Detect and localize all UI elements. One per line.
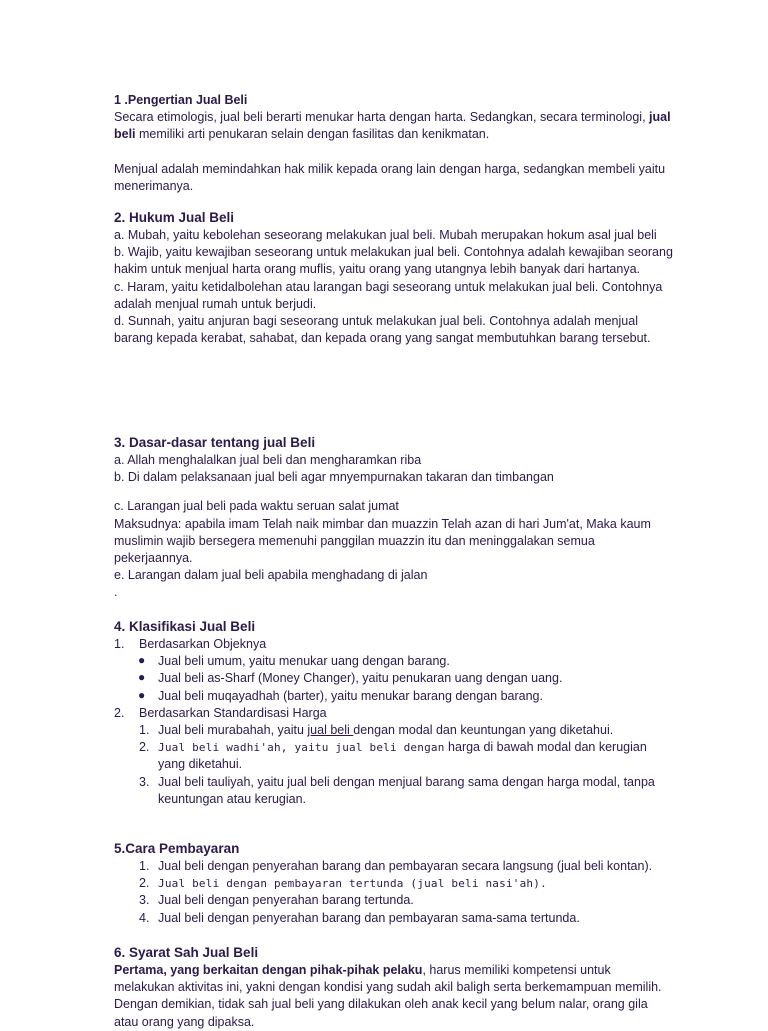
- list-item: [114, 705, 674, 722]
- dasar-item: b. Di dalam pelaksanaan jual beli agar mnyempurnakan takaran dan timbangan: [114, 470, 554, 485]
- sub-list-item: [114, 774, 674, 808]
- pembayaran-item: [114, 858, 674, 875]
- pembayaran-item: [114, 875, 674, 892]
- sub-number: 1.: [139, 859, 150, 873]
- mono-text: Jual beli wadhi'ah, yaitu jual beli dengan: [158, 741, 445, 755]
- list-number: 2.: [114, 705, 125, 720]
- list-text: Berdasarkan Objeknya: [139, 637, 267, 651]
- hukum-item: a. Mubah, yaitu kebolehan seseorang melakukan jual beli. Mubah merupakan hokum asal jual beli: [114, 228, 657, 242]
- hukum-item: c. Haram, yaitu ketidalbolehan atau larangan bagi seseorang untuk melakukan jual beli. Contohnya adalah menjual rumah untuk berjudi.: [114, 279, 663, 311]
- underlined-text: jual beli: [307, 723, 354, 738]
- bullet-text: Jual beli muqayadhah (barter), yaitu menukar barang dengan barang.: [158, 688, 543, 703]
- section-klasifikasi: [114, 618, 674, 808]
- list-text: Berdasarkan Standardisasi Harga: [139, 705, 327, 720]
- heading-dasar: 3. Dasar-dasar tentang jual Beli: [114, 435, 316, 450]
- paragraph-syarat: [114, 962, 674, 1031]
- list-number: 1.: [114, 637, 125, 651]
- dasar-maksud: Maksudnya: apabila imam Telah naik mimbar dan muazzin Telah azan di hari Jum'at, Maka kaum muslimin wajib bersegera memenuhi panggilan muazzin itu dan meninggalakan semua pekerjaannya.: [114, 516, 651, 566]
- bullet-icon: ●: [138, 653, 146, 668]
- dasar-item: a. Allah menghalalkan jual beli dan mengharamkan riba: [114, 453, 422, 467]
- heading-hukum: 2. Hukum Jual Beli: [114, 210, 235, 225]
- text: , harus memiliki kompetensi untuk melakukan aktivitas ini, yakni dengan kondisi yang sudah akil baligh serta berkemampuan memilih. Dengan demikian, tidak sah jual beli yang dilakukan oleh anak kecil yang belum nalar, orang gila atau orang yang dipaksa.: [114, 963, 662, 1029]
- bold-lead: Pertama, yang berkaitan dengan pihak-pihak pelaku: [114, 963, 423, 977]
- dasar-dot: .: [114, 585, 118, 600]
- sub-number: 1.: [139, 723, 150, 738]
- heading-klasifikasi: 4. Klasifikasi Jual Beli: [114, 619, 256, 634]
- text: dengan modal dan keuntungan yang diketahui.: [353, 723, 614, 738]
- dasar-item: c. Larangan jual beli pada waktu seruan salat jumat: [114, 499, 399, 514]
- section-hukum: [114, 209, 674, 347]
- bullet-item: [114, 670, 674, 687]
- dasar-item: e. Larangan dalam jual beli apabila menghadang di jalan: [114, 568, 428, 583]
- text: Jual beli dengan penyerahan barang dan pembayaran secara langsung (jual beli kontan).: [158, 859, 653, 873]
- heading-pengertian: 1 .Pengertian Jual Beli: [114, 93, 248, 107]
- section-pembayaran: [114, 840, 674, 927]
- pembayaran-item: [114, 892, 674, 909]
- sub-number: 4.: [139, 910, 150, 925]
- section-dasar: [114, 434, 674, 602]
- paragraph-menjual: Menjual adalah memindahkan hak milik kepada orang lain dengan harga, sedangkan membeli yaitu menerimanya.: [114, 161, 666, 193]
- text: Secara etimologis, jual beli berarti menukar harta dengan harta. Sedangkan, secara terminologi,: [114, 110, 650, 125]
- text: Jual beli murabahah, yaitu: [158, 723, 308, 738]
- hukum-item: b. Wajib, yaitu kewajiban seseorang untuk melakukan jual beli. Contohnya adalah kewajiban seorang hakim untuk menjual harta orang muflis, yaitu orang yang utangnya lebih banyak dari hartanya.: [114, 245, 673, 277]
- heading-pembayaran: 5.Cara Pembayaran: [114, 841, 240, 856]
- bold-term: jual beli: [114, 110, 671, 142]
- paragraph-etimologi: [114, 109, 674, 143]
- sub-number: 2.: [139, 740, 150, 755]
- bullet-icon: ●: [138, 670, 146, 685]
- text: memiliki arti penukaran selain dengan fasilitas dan kenikmatan.: [135, 127, 490, 142]
- section-syarat: [114, 944, 674, 1031]
- text: Jual beli dengan penyerahan barang tertunda.: [158, 893, 414, 908]
- sub-list-item: [114, 739, 674, 773]
- list-item: [114, 636, 674, 653]
- sub-list-item: [114, 722, 674, 739]
- text: Jual beli tauliyah, yaitu jual beli dengan menjual barang sama dengan harga modal, tanpa keuntungan atau kerugian.: [158, 774, 655, 806]
- hukum-item: d. Sunnah, yaitu anjuran bagi seseorang untuk melakukan jual beli. Contohnya adalah menjual barang kepada kerabat, sahabat, dan kepada orang yang sangat membutuhkan barang tersebut.: [114, 314, 651, 346]
- sub-number: 2.: [139, 876, 150, 891]
- text: harga di bawah modal dan kerugian yang diketahui.: [158, 740, 647, 772]
- section-pengertian: [114, 92, 674, 195]
- bullet-item: [114, 688, 674, 705]
- sub-number: 3.: [139, 774, 150, 789]
- bullet-icon: ●: [138, 687, 146, 702]
- text: Jual beli dengan penyerahan barang dan pembayaran sama-sama tertunda.: [158, 910, 580, 925]
- bullet-text: Jual beli umum, yaitu menukar uang dengan barang.: [158, 654, 450, 669]
- bullet-item: [114, 653, 674, 670]
- mono-text: Jual beli dengan pembayaran tertunda (jual beli nasi'ah).: [158, 877, 547, 891]
- pembayaran-item: [114, 910, 674, 927]
- bullet-text: Jual beli as-Sharf (Money Changer), yaitu penukaran uang dengan uang.: [158, 671, 563, 686]
- sub-number: 3.: [139, 893, 150, 908]
- heading-syarat: 6. Syarat Sah Jual Beli: [114, 945, 259, 960]
